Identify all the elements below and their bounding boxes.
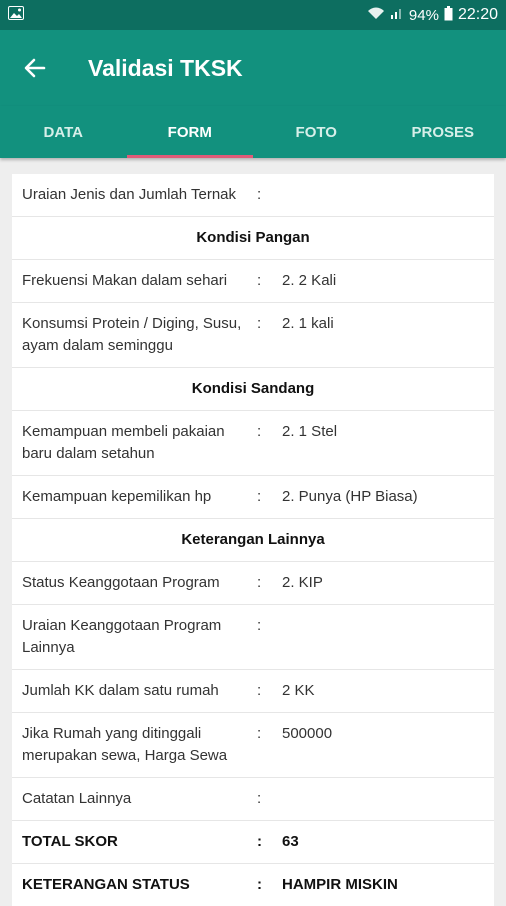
section-heading-sandang: Kondisi Sandang bbox=[12, 367, 494, 410]
row-value: HAMPIR MISKIN bbox=[282, 874, 484, 896]
row-value: 500000 bbox=[282, 723, 484, 767]
row-label: TOTAL SKOR bbox=[22, 831, 257, 853]
back-arrow-icon[interactable] bbox=[22, 55, 48, 81]
row-label: Uraian Jenis dan Jumlah Ternak bbox=[22, 184, 257, 206]
tab-foto[interactable]: FOTO bbox=[253, 106, 380, 158]
clock-time: 22:20 bbox=[458, 6, 498, 24]
row-colon: : bbox=[257, 270, 282, 292]
row-colon: : bbox=[257, 831, 282, 853]
app-bar bbox=[0, 30, 506, 106]
gallery-notification-icon bbox=[8, 6, 24, 24]
form-row-pakaian bbox=[12, 410, 494, 475]
row-value: 2. 1 kali bbox=[282, 313, 484, 357]
row-label: Uraian Keanggotaan Program Lainnya bbox=[22, 615, 257, 659]
row-value bbox=[282, 788, 484, 810]
row-value: 63 bbox=[282, 831, 484, 853]
status-bar bbox=[0, 0, 506, 30]
row-value: 2. 1 Stel bbox=[282, 421, 484, 465]
form-content bbox=[0, 158, 506, 906]
form-row-total-skor bbox=[12, 820, 494, 863]
row-label: Catatan Lainnya bbox=[22, 788, 257, 810]
form-row-status-program bbox=[12, 561, 494, 604]
row-colon: : bbox=[257, 615, 282, 659]
row-colon: : bbox=[257, 788, 282, 810]
row-label: KETERANGAN STATUS bbox=[22, 874, 257, 896]
row-value: 2. 2 Kali bbox=[282, 270, 484, 292]
form-row-jumlah-kk bbox=[12, 669, 494, 712]
tab-data[interactable]: DATA bbox=[0, 106, 127, 158]
row-label: Frekuensi Makan dalam sehari bbox=[22, 270, 257, 292]
tab-form[interactable]: FORM bbox=[127, 106, 254, 158]
row-label: Jumlah KK dalam satu rumah bbox=[22, 680, 257, 702]
form-row-protein bbox=[12, 302, 494, 367]
wifi-icon bbox=[367, 6, 385, 24]
row-label: Kemampuan kepemilikan hp bbox=[22, 486, 257, 508]
row-colon: : bbox=[257, 680, 282, 702]
tab-bar bbox=[0, 106, 506, 158]
form-row-hp bbox=[12, 475, 494, 518]
section-heading-lainnya: Keterangan Lainnya bbox=[12, 518, 494, 561]
row-value bbox=[282, 184, 484, 206]
row-label: Status Keanggotaan Program bbox=[22, 572, 257, 594]
form-row-catatan bbox=[12, 777, 494, 820]
form-row-uraian-program bbox=[12, 604, 494, 669]
row-value bbox=[282, 615, 484, 659]
row-colon: : bbox=[257, 421, 282, 465]
row-value: 2 KK bbox=[282, 680, 484, 702]
row-colon: : bbox=[257, 184, 282, 206]
page-title: Validasi TKSK bbox=[88, 55, 243, 82]
row-colon: : bbox=[257, 486, 282, 508]
signal-icon bbox=[390, 6, 404, 24]
battery-percent: 94% bbox=[409, 7, 439, 24]
tab-proses[interactable]: PROSES bbox=[380, 106, 506, 158]
form-card bbox=[12, 174, 494, 906]
row-value: 2. Punya (HP Biasa) bbox=[282, 486, 484, 508]
row-label: Konsumsi Protein / Diging, Susu, ayam dalam seminggu bbox=[22, 313, 257, 357]
form-row-frekuensi bbox=[12, 259, 494, 302]
battery-icon bbox=[444, 6, 453, 25]
row-colon: : bbox=[257, 313, 282, 357]
form-row-ternak bbox=[12, 174, 494, 216]
form-row-sewa bbox=[12, 712, 494, 777]
row-label: Kemampuan membeli pakaian baru dalam setahun bbox=[22, 421, 257, 465]
row-value: 2. KIP bbox=[282, 572, 484, 594]
row-label: Jika Rumah yang ditinggali merupakan sewa, Harga Sewa bbox=[22, 723, 257, 767]
row-colon: : bbox=[257, 874, 282, 896]
row-colon: : bbox=[257, 572, 282, 594]
row-colon: : bbox=[257, 723, 282, 767]
section-heading-pangan: Kondisi Pangan bbox=[12, 216, 494, 259]
